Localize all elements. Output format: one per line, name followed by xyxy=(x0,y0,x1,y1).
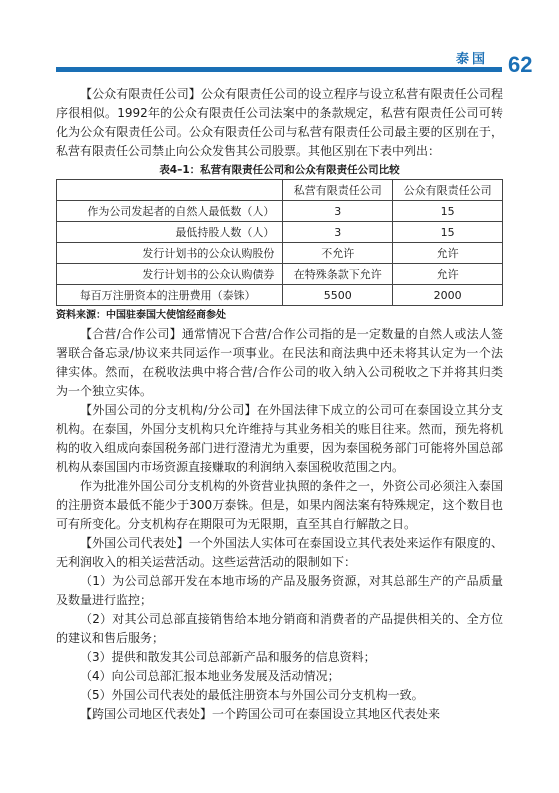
list-item: （2）对其公司总部直接销售给本地分销商和消费者的产品提供相关的、全方位的建议和售后服务； xyxy=(56,612,503,645)
table-header-cell: 私营有限责任公司 xyxy=(283,180,393,201)
list-item: （5）外国公司代表处的最低注册资本与外国公司分支机构一致。 xyxy=(80,688,424,702)
table-row-label: 每百万注册资本的注册费用（泰铢） xyxy=(57,285,283,306)
table-row-label: 发行计划书的公众认购债券 xyxy=(57,264,283,285)
document-body xyxy=(56,85,503,724)
table-cell: 在特殊条款下允许 xyxy=(283,264,393,285)
table-caption: 表4–1：私营有限责任公司和公众有限责任公司比较 xyxy=(159,164,400,176)
table-row xyxy=(57,264,503,285)
table-row xyxy=(57,222,503,243)
table-header-row xyxy=(57,180,503,201)
table-cell: 15 xyxy=(393,222,503,243)
paragraph-public-company: 【公众有限责任公司】公众有限责任公司的设立程序与设立私营有限责任公司程序很相似。1992年的公众有限责任公司法案中的条款规定，私营有限责任公司可转化为公众有限责任公司。公众有限责任公司与私营有限责任公司最主要的区别在于，私营有限责任公司禁止向公众发售其公司股票。其他区别在下表中列出： xyxy=(56,87,503,158)
paragraph-branch-office: 【外国公司的分支机构/分公司】在外国法律下成立的公司可在泰国设立其分支机构。在泰国，外国分支机构只允许维持与其业务相关的账目往来。然而，预先将机构的收入组成向泰国税务部门进行澄清尤为重要，因为泰国税务部门可能将外国总部机构从泰国国内市场资源直接赚取的利润纳入泰国税收范围之内。 xyxy=(56,403,503,474)
table-header-cell xyxy=(57,180,283,201)
paragraph-representative-office: 【外国公司代表处】一个外国法人实体可在泰国设立其代表处来运作有限度的、无利润收入的相关运营活动。这些运营活动的限制如下： xyxy=(56,536,503,569)
table-cell: 不允许 xyxy=(283,243,393,264)
header-rule xyxy=(56,67,502,72)
comparison-table xyxy=(56,179,503,306)
paragraph-regional-office: 【跨国公司地区代表处】一个跨国公司可在泰国设立其地区代表处来 xyxy=(80,707,441,721)
list-item: （4）向公司总部汇报本地业务发展及活动情况； xyxy=(80,669,340,683)
table-cell: 允许 xyxy=(393,243,503,264)
table-header-cell: 公众有限责任公司 xyxy=(393,180,503,201)
table-row xyxy=(57,201,503,222)
table-cell: 3 xyxy=(283,222,393,243)
table-row-label: 发行计划书的公众认购股份 xyxy=(57,243,283,264)
header-country-title: 泰国 xyxy=(456,52,489,67)
table-source-note: 资料来源：中国驻泰国大使馆经商参处 xyxy=(56,310,226,321)
paragraph-branch-capital: 作为批准外国公司分支机构的外资营业执照的条件之一，外资公司必须注入泰国的注册资本最低不能少于300万泰铢。但是，如果内阁法案有特殊规定，这个数目也可有所变化。分支机构存在期限可为无限期，直至其自行解散之日。 xyxy=(56,479,503,531)
table-cell: 2000 xyxy=(393,285,503,306)
table-row-label: 最低持股人数（人） xyxy=(57,222,283,243)
table-cell: 3 xyxy=(283,201,393,222)
table-cell: 5500 xyxy=(283,285,393,306)
table-row-label: 作为公司发起者的自然人最低数（人） xyxy=(57,201,283,222)
table-cell: 允许 xyxy=(393,264,503,285)
table-row xyxy=(57,243,503,264)
list-item: （1）为公司总部开发在本地市场的产品及服务资源，对其总部生产的产品质量及数量进行监控； xyxy=(56,574,503,607)
list-item: （3）提供和散发其公司总部新产品和服务的信息资料； xyxy=(80,650,376,664)
page-number: 62 xyxy=(508,52,533,77)
table-cell: 15 xyxy=(393,201,503,222)
table-row xyxy=(57,285,503,306)
paragraph-joint-venture: 【合营/合作公司】通常情况下合营/合作公司指的是一定数量的自然人或法人签署联合备忘录/协议来共同运作一项事业。在民法和商法典中还未将其认定为一个法律实体。然而，在税收法典中将合营/合作公司的收入纳入公司税收之下并将其归类为一个独立实体。 xyxy=(56,327,503,398)
